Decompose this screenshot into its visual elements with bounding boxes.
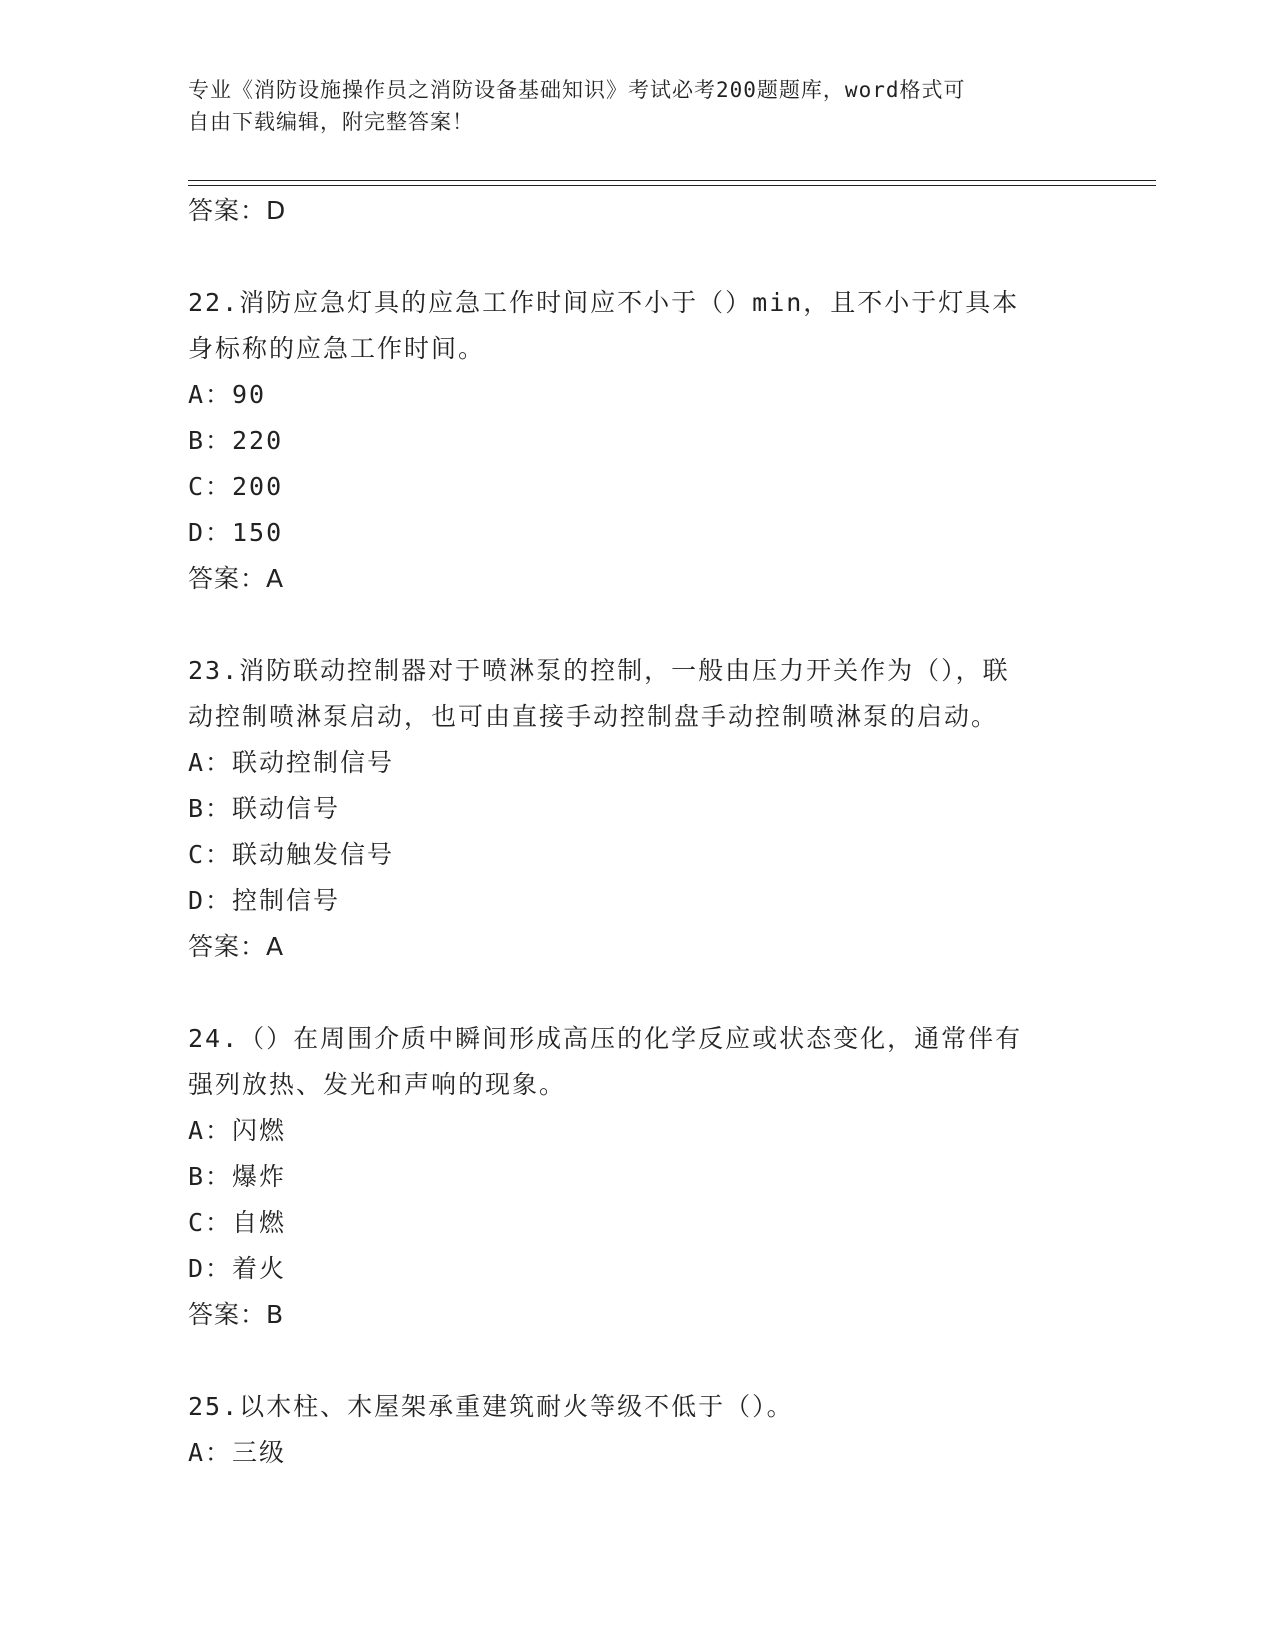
option-text: 150 xyxy=(232,518,284,547)
spacer xyxy=(188,602,1088,648)
option-label: D： xyxy=(188,886,233,915)
option-label: C： xyxy=(188,840,233,869)
answer-line: 答案：D xyxy=(188,196,287,225)
option-label: D： xyxy=(188,518,233,547)
option-text: 闪燃 xyxy=(232,1116,287,1145)
question-text: 23.消防联动控制器对于喷淋泵的控制，一般由压力开关作为（），联 xyxy=(188,656,1010,685)
question-text: 22.消防应急灯具的应急工作时间应不小于（）min，且不小于灯具本 xyxy=(188,288,1020,317)
answer-line: 答案：A xyxy=(188,564,285,593)
option-text: 联动信号 xyxy=(232,794,341,823)
option-label: B： xyxy=(188,426,233,455)
option-label: C： xyxy=(188,1208,233,1237)
question-text: 24.（）在周围介质中瞬间形成高压的化学反应或状态变化，通常伴有 xyxy=(188,1024,1023,1053)
option-label: B： xyxy=(188,1162,233,1191)
answer-line: 答案：B xyxy=(188,1300,285,1329)
option-text: 自燃 xyxy=(232,1208,287,1237)
option-item xyxy=(188,1246,1088,1292)
option-label: A： xyxy=(188,380,233,409)
option-text: 220 xyxy=(232,426,284,455)
question-text: 动控制喷淋泵启动，也可由直接手动控制盘手动控制喷淋泵的启动。 xyxy=(188,702,999,731)
question-block xyxy=(188,280,1088,602)
question-text: 25.以木柱、木屋架承重建筑耐火等级不低于（）。 xyxy=(188,1392,794,1421)
option-item xyxy=(188,1108,1088,1154)
option-label: A： xyxy=(188,1438,233,1467)
option-item xyxy=(188,418,1088,464)
spacer xyxy=(188,1338,1088,1384)
option-item xyxy=(188,1430,1088,1476)
option-item xyxy=(188,372,1088,418)
option-text: 控制信号 xyxy=(232,886,341,915)
document-header xyxy=(188,74,1068,138)
question-block xyxy=(188,1016,1088,1338)
option-item xyxy=(188,740,1088,786)
option-label: D： xyxy=(188,1254,233,1283)
question-list xyxy=(188,188,1088,1476)
option-item xyxy=(188,1154,1088,1200)
header-line-2: 自由下载编辑，附完整答案！ xyxy=(188,110,474,134)
option-text: 爆炸 xyxy=(232,1162,287,1191)
option-text: 三级 xyxy=(232,1438,287,1467)
option-label: A： xyxy=(188,748,233,777)
option-item xyxy=(188,510,1088,556)
question-block xyxy=(188,1384,1088,1476)
option-text: 着火 xyxy=(232,1254,287,1283)
header-divider-bottom xyxy=(188,185,1156,186)
option-label: C： xyxy=(188,472,233,501)
option-item xyxy=(188,878,1088,924)
option-text: 200 xyxy=(232,472,284,501)
header-line-1: 专业《消防设施操作员之消防设备基础知识》考试必考200题题库，word格式可 xyxy=(188,78,966,102)
option-item xyxy=(188,464,1088,510)
answer-line: 答案：A xyxy=(188,932,285,961)
header-divider-top xyxy=(188,180,1156,181)
option-item xyxy=(188,832,1088,878)
question-text: 身标称的应急工作时间。 xyxy=(188,334,486,363)
option-text: 联动触发信号 xyxy=(232,840,395,869)
spacer xyxy=(188,970,1088,1016)
option-text: 90 xyxy=(232,380,267,409)
option-label: B： xyxy=(188,794,233,823)
question-block xyxy=(188,648,1088,970)
option-item xyxy=(188,1200,1088,1246)
option-item xyxy=(188,786,1088,832)
question-text: 强列放热、发光和声响的现象。 xyxy=(188,1070,567,1099)
spacer xyxy=(188,234,1088,280)
option-text: 联动控制信号 xyxy=(232,748,395,777)
option-label: A： xyxy=(188,1116,233,1145)
